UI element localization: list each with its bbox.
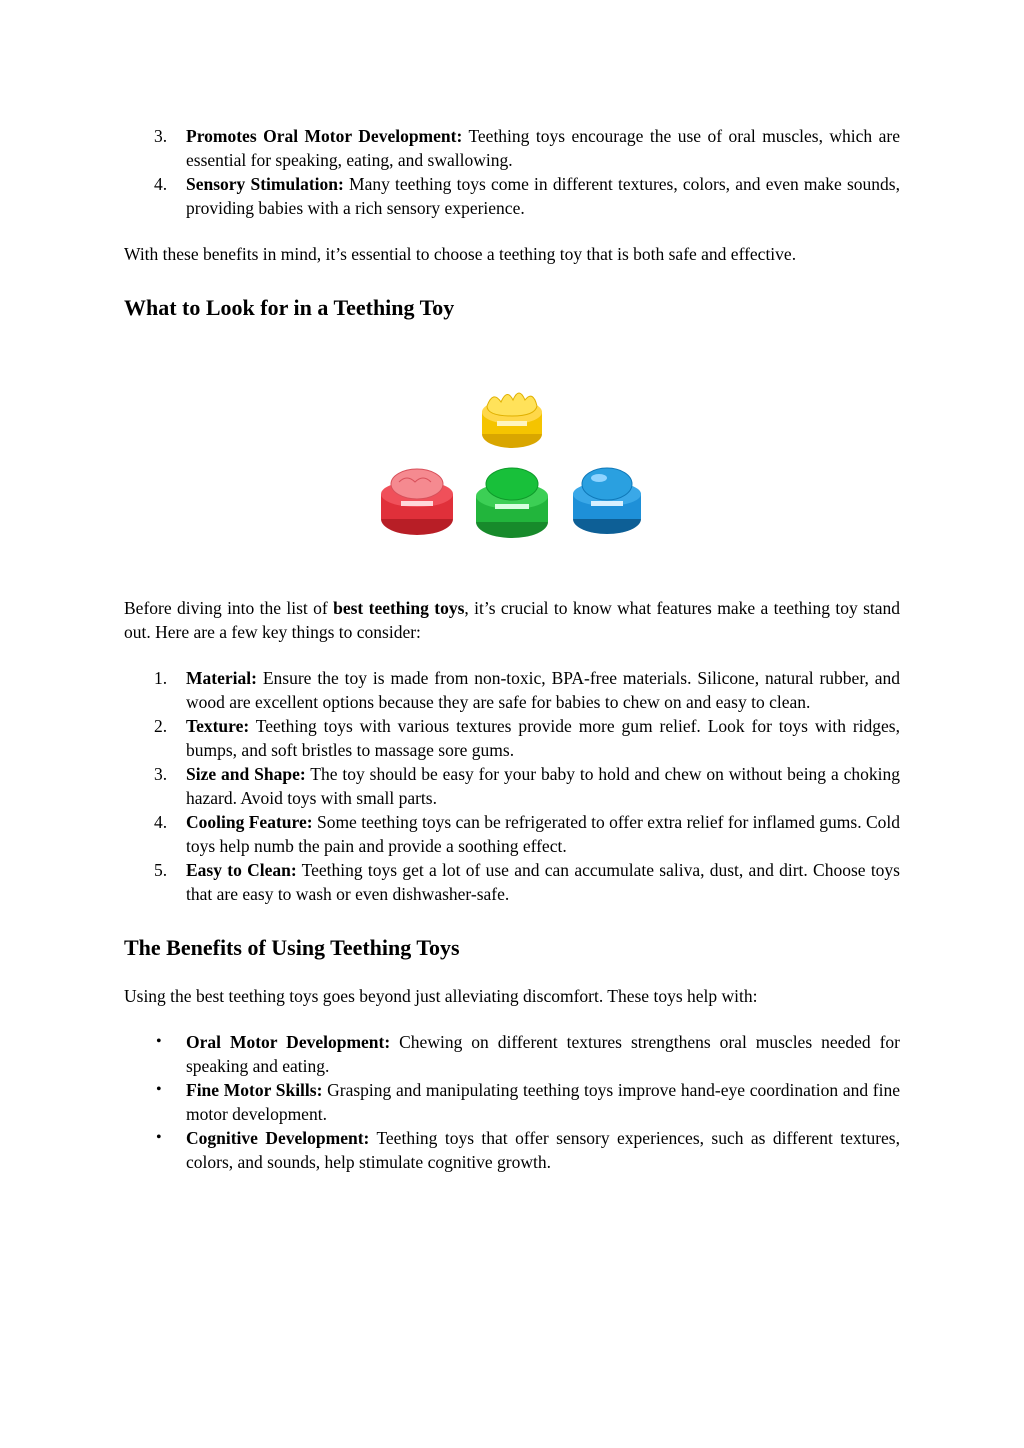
blue-toy — [573, 468, 641, 534]
intro-text-before: Before diving into the list of — [124, 598, 334, 618]
list-number: 5. — [154, 860, 168, 880]
list-item-text: Chewing on different textures strengthens oral muscles needed for speaking and eating. — [186, 1032, 900, 1076]
list-number: 1. — [154, 668, 168, 688]
list-item-label: Easy to Clean: — [186, 860, 297, 880]
list-item-label: Sensory Stimulation: — [186, 174, 344, 194]
list-number: 4. — [154, 812, 168, 832]
list-item-text: Ensure the toy is made from non-toxic, BPA-free materials. Silicone, natural rubber, and wood are excellent options because they are safe for babies to chew on and easy to clean. — [186, 668, 900, 712]
list-item — [124, 1126, 900, 1174]
intro-text-after: , it’s crucial to know what features make a teething toy stand out. Here are a few key things to consider: — [124, 598, 901, 642]
list-item-text: Teething toys encourage the use of oral muscles, which are essential for speaking, eating, and swallowing. — [186, 126, 900, 170]
list-number: 4. — [154, 174, 168, 194]
best-teething-toys-emphasis: best teething toys — [333, 598, 465, 618]
bullet-icon: • — [156, 1033, 162, 1050]
list-item — [124, 666, 900, 714]
list-item-label: Texture: — [186, 716, 250, 736]
list-item — [124, 1078, 900, 1126]
yellow-toy — [482, 393, 542, 448]
list-item-text: Teething toys that offer sensory experiences, such as different textures, colors, and sounds, help stimulate cognitive growth. — [186, 1128, 900, 1172]
bullet-icon: • — [156, 1081, 162, 1098]
list-item-label: Size and Shape: — [186, 764, 306, 784]
list-item-text: Teething toys with various textures provide more gum relief. Look for toys with ridges, bumps, and soft bristles to massage sore gums. — [186, 716, 900, 760]
teething-toys-illustration — [377, 384, 647, 544]
list-item-text: Grasping and manipulating teething toys improve hand-eye coordination and fine motor development. — [186, 1080, 900, 1124]
section-heading-what-to-look-for: What to Look for in a Teething Toy — [124, 295, 455, 320]
list-item-label: Material: — [186, 668, 257, 688]
benefits-list-continued — [124, 124, 900, 220]
features-list — [124, 666, 900, 906]
teething-toys-image — [124, 384, 900, 544]
list-item-text: The toy should be easy for your baby to hold and chew on without being a choking hazard. Avoid toys with small parts. — [186, 764, 901, 808]
list-number: 3. — [154, 764, 168, 784]
list-item-label: Promotes Oral Motor Development: — [186, 126, 463, 146]
list-item-label: Oral Motor Development: — [186, 1032, 391, 1052]
list-number: 3. — [154, 126, 168, 146]
list-item-text: Teething toys get a lot of use and can accumulate saliva, dust, and dirt. Choose toys that are easy to wash or even dishwasher-safe. — [186, 860, 900, 904]
document-page — [124, 124, 900, 1174]
list-item — [124, 124, 900, 172]
list-item — [124, 810, 900, 858]
paragraph-benefits-intro: Using the best teething toys goes beyond just alleviating discomfort. These toys help with: — [124, 986, 758, 1006]
benefits-bullet-list — [124, 1030, 900, 1174]
list-item-text: Many teething toys come in different textures, colors, and even make sounds, providing babies with a rich sensory experience. — [186, 174, 900, 218]
list-item — [124, 172, 900, 220]
list-item-text: Some teething toys can be refrigerated to offer extra relief for inflamed gums. Cold toys help numb the pain and provide a soothing effect. — [186, 812, 900, 856]
list-item-label: Cognitive Development: — [186, 1128, 370, 1148]
list-item-label: Cooling Feature: — [186, 812, 313, 832]
paragraph-intro-features — [124, 596, 900, 644]
list-item — [124, 858, 900, 906]
green-toy — [476, 468, 548, 538]
list-number: 2. — [154, 716, 168, 736]
paragraph-benefits-summary: With these benefits in mind, it’s essential to choose a teething toy that is both safe and effective. — [124, 244, 797, 264]
list-item — [124, 1030, 900, 1078]
list-item — [124, 762, 900, 810]
bullet-icon: • — [156, 1129, 162, 1146]
list-item-label: Fine Motor Skills: — [186, 1080, 323, 1100]
red-toy — [381, 469, 453, 535]
section-heading-benefits: The Benefits of Using Teething Toys — [124, 935, 460, 960]
list-item — [124, 714, 900, 762]
